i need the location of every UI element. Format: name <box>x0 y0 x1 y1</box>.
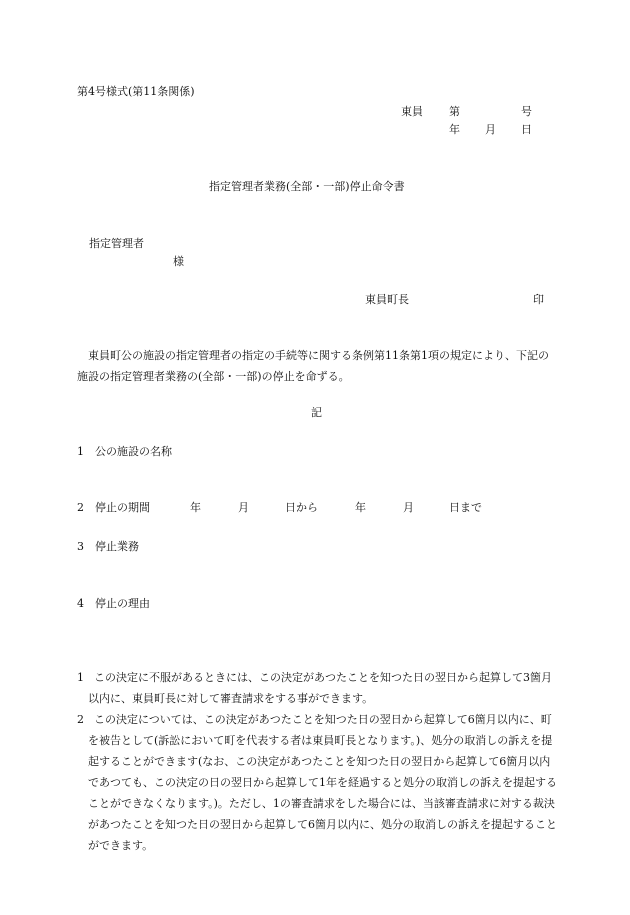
period-to-month: 月 <box>403 501 414 514</box>
item-2-label: 停止の期間 <box>95 501 150 514</box>
item-1-label: 公の施設の名称 <box>95 445 172 458</box>
item-4-number: 4 <box>77 597 84 610</box>
note-1 <box>77 667 559 709</box>
item-1-number: 1 <box>77 445 84 458</box>
note-2-text: この決定については、この決定があつたことを知つた日の翌日から起算して6箇月以内に、町を被告として(訴訟において町を代表する者は東員町長となります。)、処分の取消しの訴えを提起することができます(なお、この決定があつたことを知つた日の翌日から起算して6箇月以内であつても、この決定の日の翌日から起算して1年を経過すると処分の取消しの訴えを提起することができなくなります。)。ただし、1の審査請求をした場合には、当該審査請求に対する裁決があつたことを知つた日の翌日から起算して6箇月以内に、処分の取消しの訴えを提起することができます。 <box>88 713 557 852</box>
addressee-honorific: 様 <box>173 255 184 268</box>
addressee-label: 指定管理者 <box>89 237 144 250</box>
seal-mark: 印 <box>533 293 544 306</box>
item-2-number: 2 <box>77 501 84 514</box>
date-year: 年 <box>449 123 460 136</box>
period-from-year: 年 <box>190 501 201 514</box>
note-2-number: 2 <box>77 713 84 726</box>
note-2 <box>77 709 559 856</box>
item-3-label: 停止業務 <box>95 540 139 553</box>
document-number-go: 号 <box>521 105 532 118</box>
item-3-number: 3 <box>77 540 84 553</box>
date-month: 月 <box>485 123 496 136</box>
note-1-number: 1 <box>77 671 84 684</box>
date-day: 日 <box>521 123 532 136</box>
item-4-label: 停止の理由 <box>95 597 150 610</box>
document-number-prefix: 東員 <box>401 105 423 118</box>
note-1-text: この決定に不服があるときには、この決定があつたことを知つた日の翌日から起算して3箇月以内に、東員町長に対して審査請求をする事ができます。 <box>88 671 552 705</box>
form-label: 第4号様式(第11条関係) <box>77 85 195 98</box>
period-to-year: 年 <box>355 501 366 514</box>
document-number-dai: 第 <box>449 105 460 118</box>
period-from-day: 日から <box>285 501 318 514</box>
body-paragraph: 東員町公の施設の指定管理者の指定の手続等に関する条例第11条第1項の規定により、下記の施設の指定管理者業務の(全部・一部)の停止を命ずる。 <box>77 349 549 383</box>
document-title: 指定管理者業務(全部・一部)停止命令書 <box>209 180 405 193</box>
period-to-day: 日まで <box>449 501 482 514</box>
period-from-month: 月 <box>238 501 249 514</box>
issuer-name: 東員町長 <box>365 293 409 306</box>
ki-heading: 記 <box>311 406 322 419</box>
